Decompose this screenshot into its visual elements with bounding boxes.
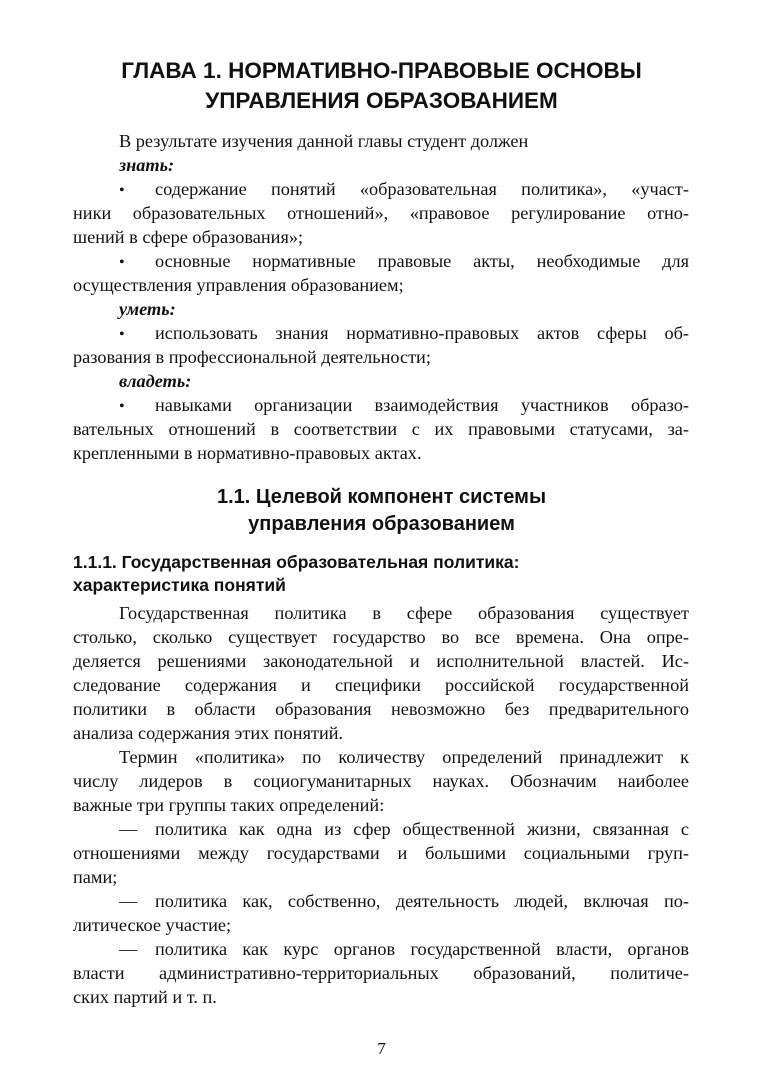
section-title-line: управления образованием (248, 513, 515, 535)
paragraph-line: следование содержания и специфики российской государственной (73, 675, 689, 695)
paragraph-line: Термин «политика» по количеству определений принадлежит к (119, 747, 689, 767)
bullet-text: содержание понятий «образовательная политика», «участ- (155, 179, 689, 199)
bullet-text: навыками организации взаимодействия участников образо- (155, 395, 689, 415)
dash-marker: — (119, 819, 138, 839)
paragraph-line: власти административно-территориальных образований, политиче- (73, 963, 689, 983)
know-label: знать: (119, 155, 175, 175)
section-title-line: 1.1. Целевой компонент системы (216, 486, 547, 508)
bullet-line (73, 177, 689, 201)
chapter-title-line: ГЛАВА 1. НОРМАТИВНО-ПРАВОВЫЕ ОСНОВЫ (121, 58, 642, 83)
text-line: крепленными в нормативно-правовых актах. (73, 443, 422, 463)
subsection-title-line: характеристика понятий (73, 575, 286, 595)
dash-item-line (73, 817, 689, 841)
paragraph-line: числу лидеров в социогуманитарных науках. Обозначим наиболее (73, 771, 689, 791)
able-label: уметь: (119, 299, 176, 319)
paragraph-line: ских партий и т. п. (73, 987, 217, 1007)
bullet-line (73, 249, 689, 273)
text-line: шений в сфере образования»; (73, 227, 304, 247)
bullet-line (73, 321, 689, 345)
paragraph-line: важные три группы таких определений: (73, 795, 385, 815)
dash-item-text: политика как одна из сфер общественной жизни, связанная с (155, 819, 689, 839)
paragraph-line: политики в области образования невозможно без предварительного (73, 699, 689, 719)
dash-item-text: политика как, собственно, деятельность людей, включая по- (155, 891, 689, 911)
objectives-intro: В результате изучения данной главы студент должен (119, 131, 529, 151)
text-line: вательных отношений в соответствии с их правовыми статусами, за- (73, 419, 689, 439)
body-text (73, 601, 689, 1009)
bullet-marker: • (119, 326, 125, 343)
paragraph-line: Государственная политика в сфере образования существует (119, 603, 689, 623)
bullet-text: использовать знания нормативно-правовых актов сферы об- (155, 323, 689, 343)
dash-marker: — (119, 891, 138, 911)
text-line: разования в профессиональной деятельности; (73, 347, 431, 367)
bullet-line (73, 393, 689, 417)
bullet-marker: • (119, 182, 125, 199)
bullet-marker: • (119, 254, 125, 271)
chapter-title (60, 56, 703, 116)
paragraph-line: пами; (73, 867, 118, 887)
paragraph-line: анализа содержания этих понятий. (73, 723, 344, 743)
subsection-title (73, 551, 693, 597)
bullet-text: основные нормативные правовые акты, необходимые для (155, 251, 689, 271)
paragraph-line: отношениями между государствами и большими социальными груп- (73, 843, 689, 863)
dash-item-line (73, 889, 689, 913)
paragraph-line: столько, сколько существует государство во все времена. Она опре- (73, 627, 689, 647)
page-number: 7 (377, 1039, 386, 1058)
paragraph-line: литическое участие; (73, 915, 232, 935)
own-label: владеть: (119, 371, 192, 391)
dash-item-line (73, 937, 689, 961)
section-title (60, 484, 703, 538)
subsection-title-line: 1.1.1. Государственная образовательная политика: (73, 552, 520, 572)
text-line: осуществления управления образованием; (73, 275, 404, 295)
paragraph-line: деляется решениями законодательной и исполнительной властей. Ис- (73, 651, 689, 671)
dash-marker: — (119, 939, 138, 959)
bullet-marker: • (119, 398, 125, 415)
chapter-title-line: УПРАВЛЕНИЯ ОБРАЗОВАНИЕМ (205, 88, 558, 113)
learning-objectives (73, 129, 689, 465)
dash-item-text: политика как курс органов государственной власти, органов (155, 939, 689, 959)
text-line: ники образовательных отношений», «правовое регулирование отно- (73, 203, 689, 223)
